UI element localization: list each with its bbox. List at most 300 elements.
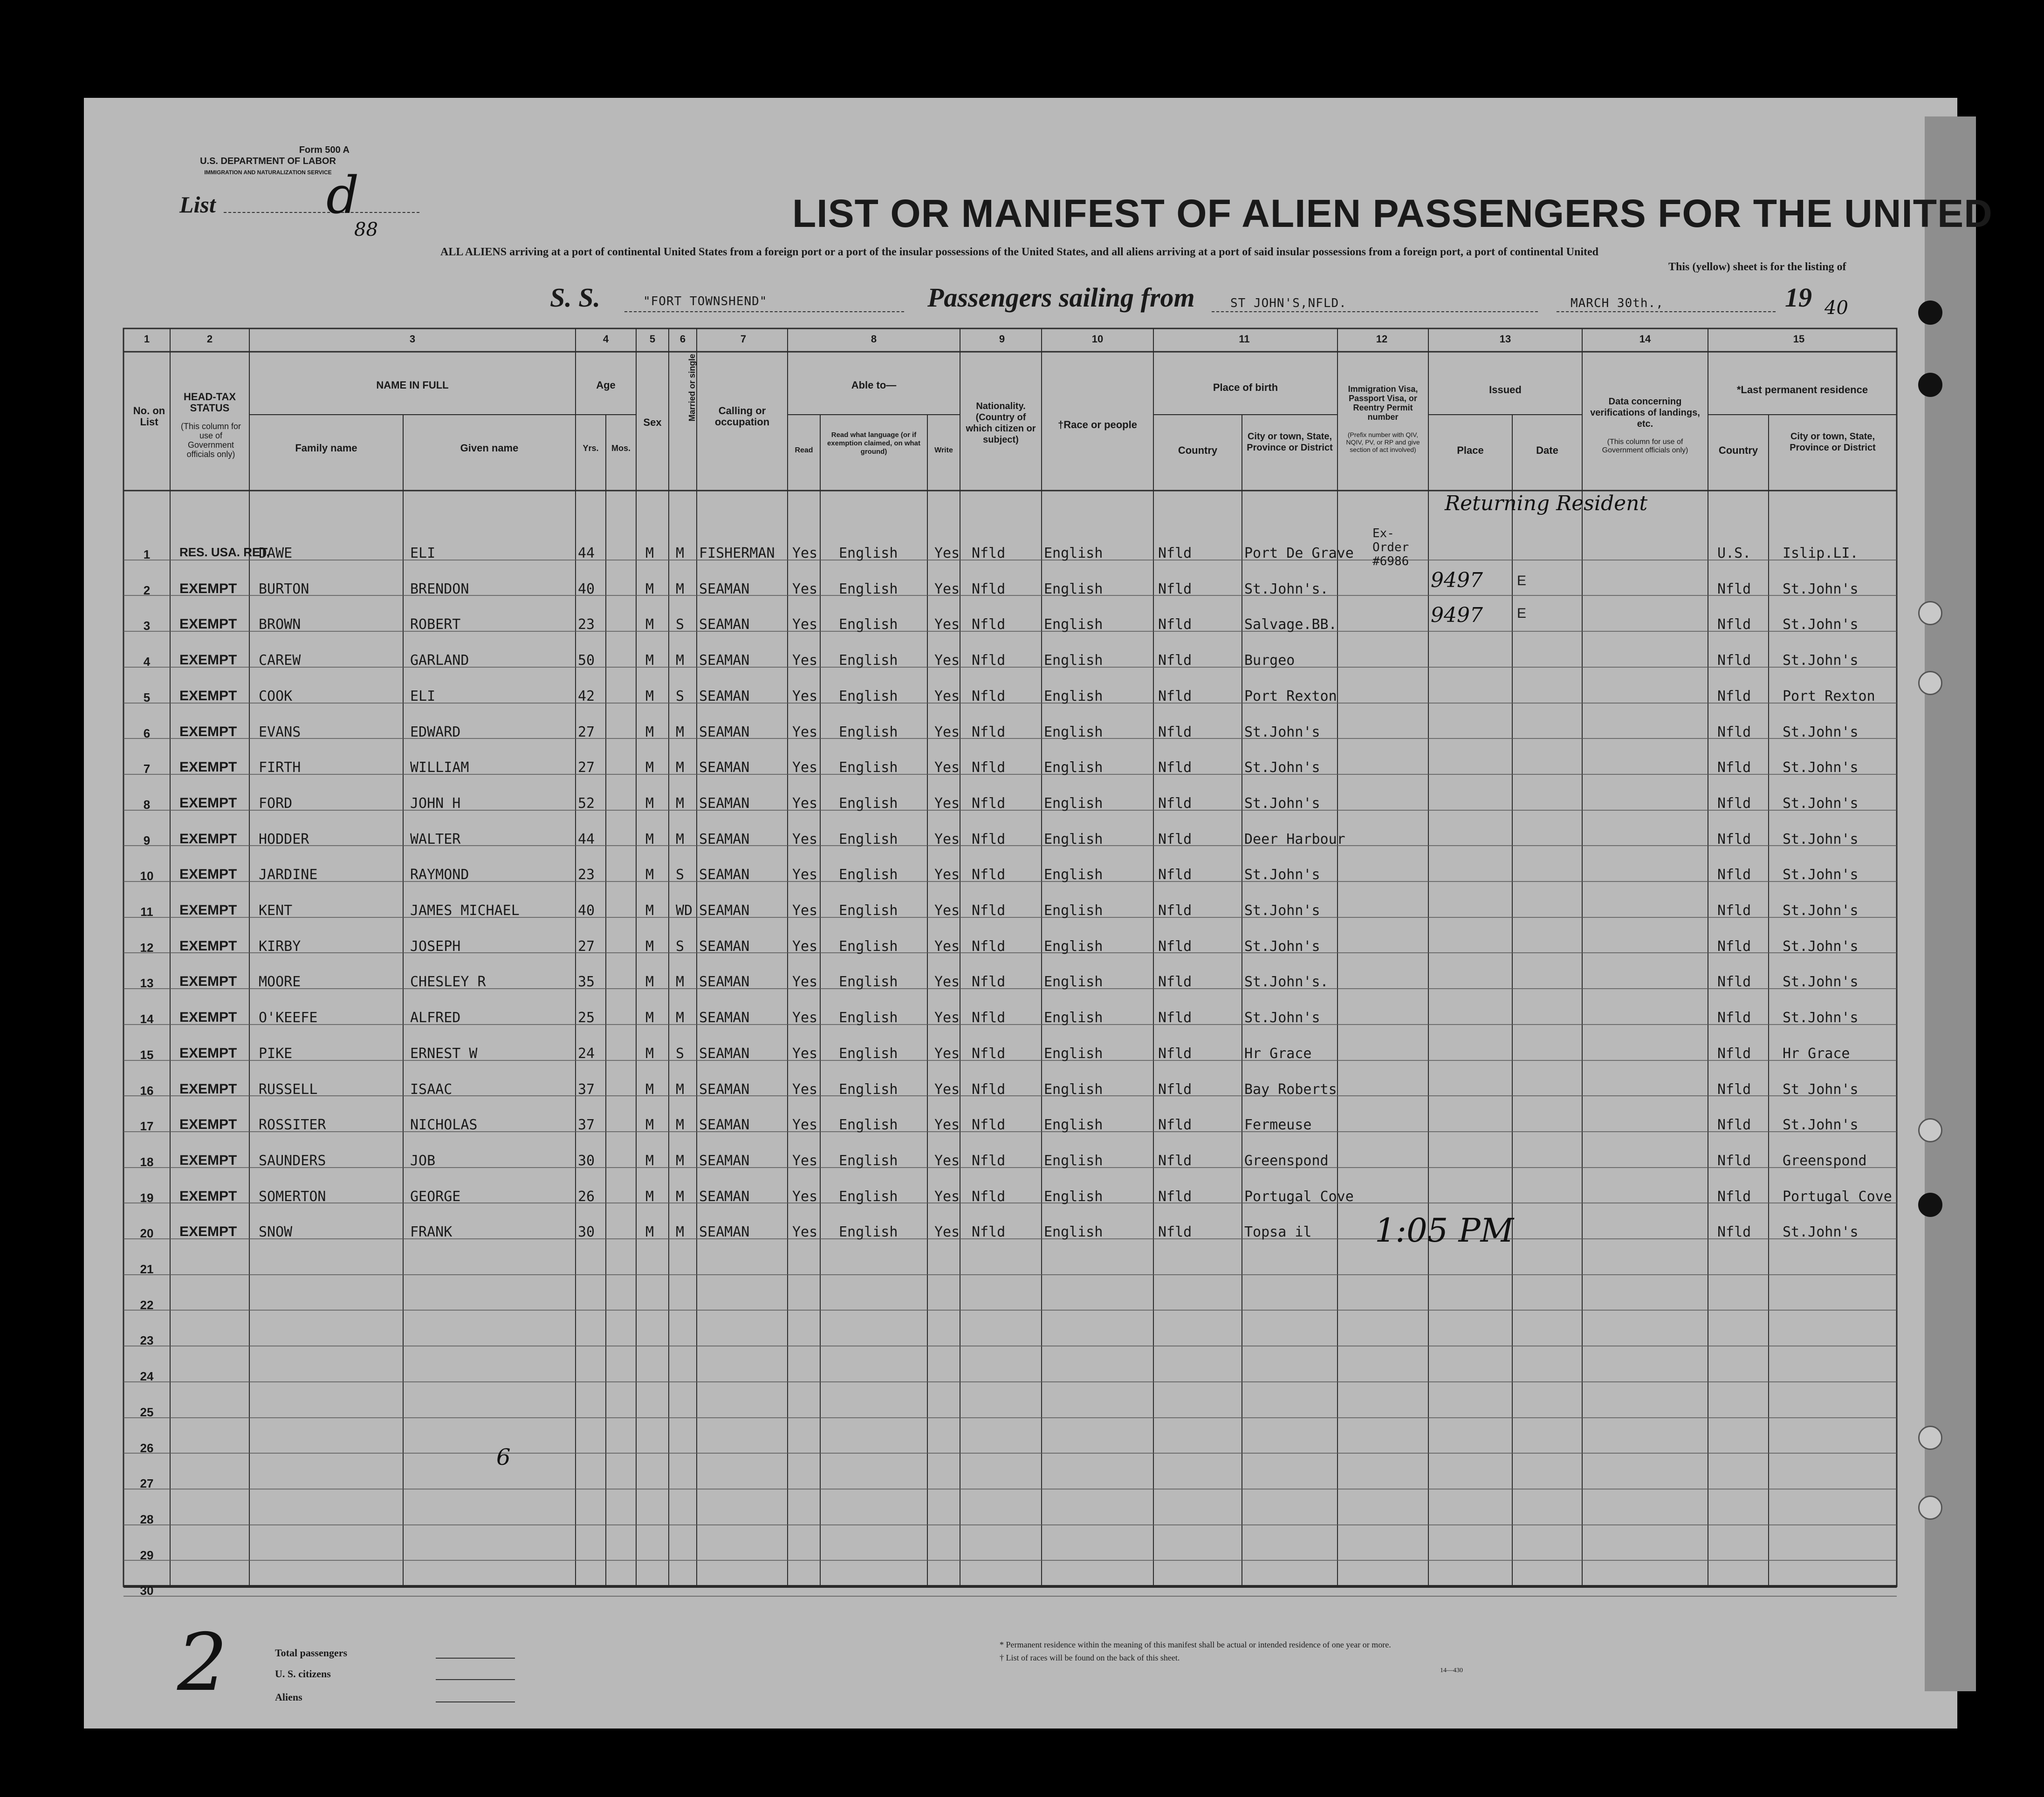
header-given-name: Given name: [460, 442, 519, 454]
head-tax-status: EXEMPT: [179, 1153, 237, 1168]
head-tax-status: EXEMPT: [179, 1189, 237, 1204]
marital-status: M: [676, 974, 685, 990]
row-number: 8: [143, 798, 151, 812]
head-tax-status: EXEMPT: [179, 902, 237, 918]
marital-status: M: [676, 1010, 685, 1026]
birth-city: Burgeo: [1244, 652, 1295, 669]
residence-country: Nfld: [1717, 1010, 1751, 1026]
can-read: Yes: [792, 1010, 818, 1026]
can-write: Yes: [934, 1224, 960, 1240]
visa-number-handwritten: 9497: [1431, 568, 1483, 592]
can-read: Yes: [792, 938, 818, 955]
birth-country: Nfld: [1158, 1224, 1192, 1240]
family-name: SAUNDERS: [259, 1153, 326, 1169]
occupation: SEAMAN: [699, 759, 750, 776]
can-read: Yes: [792, 1224, 818, 1240]
birth-country: Nfld: [1158, 867, 1192, 883]
ss-label: S. S.: [550, 282, 601, 313]
given-name: GEORGE: [410, 1189, 461, 1205]
form-number: Form 500 A: [299, 145, 350, 155]
list-label: List: [179, 191, 216, 218]
can-write: Yes: [934, 724, 960, 740]
footer-line: [436, 1679, 515, 1680]
can-read: Yes: [792, 652, 818, 669]
nationality: Nfld: [972, 1081, 1006, 1098]
marital-status: M: [676, 1081, 685, 1098]
visa-number-handwritten: 9497: [1431, 603, 1483, 627]
birth-city: Salvage.BB.: [1244, 616, 1337, 633]
residence-country: Nfld: [1717, 902, 1751, 919]
read-language: English: [839, 974, 898, 990]
age-years: 25: [578, 1010, 595, 1026]
birth-city: St.John's: [1244, 867, 1320, 883]
can-write: Yes: [934, 1045, 960, 1062]
header-issued-place: Place: [1457, 444, 1484, 456]
residence-city: St John's: [1783, 1081, 1859, 1098]
visa-number: Ex-Order #6986: [1372, 526, 1409, 568]
occupation: SEAMAN: [699, 1153, 750, 1169]
header-landings-note: (This column for use of Government officials only): [1602, 438, 1688, 454]
sex: M: [645, 1081, 654, 1098]
nationality: Nfld: [972, 938, 1006, 955]
row-number: 29: [140, 1548, 154, 1562]
family-name: FORD: [259, 795, 293, 812]
header-issued-date: Date: [1536, 444, 1558, 456]
header-last-residence: *Last permanent residence: [1736, 384, 1868, 396]
sex: M: [645, 759, 654, 776]
sex: M: [645, 867, 654, 883]
family-name: COOK: [259, 688, 293, 704]
read-language: English: [839, 1224, 898, 1240]
age-years: 26: [578, 1189, 595, 1205]
col-number-13: 13: [1499, 333, 1511, 345]
residence-city: St.John's: [1783, 724, 1859, 740]
birth-country: Nfld: [1158, 1010, 1192, 1026]
residence-city: St.John's: [1783, 795, 1859, 812]
head-tax-status: EXEMPT: [179, 1045, 237, 1061]
col-number-12: 12: [1376, 333, 1388, 345]
given-name: ISAAC: [410, 1081, 453, 1098]
residence-city: St.John's: [1783, 1010, 1859, 1026]
birth-country: Nfld: [1158, 581, 1192, 597]
row-number: 25: [140, 1405, 154, 1419]
header-able-to: Able to—: [851, 379, 897, 391]
age-years: 42: [578, 688, 595, 704]
residence-country: Nfld: [1717, 1224, 1751, 1240]
family-name: ROSSITER: [259, 1117, 326, 1133]
list-number: d: [326, 165, 359, 225]
read-language: English: [839, 724, 898, 740]
row-number: 21: [140, 1262, 154, 1276]
header-calling: Calling or occupation: [714, 405, 770, 428]
given-name: FRANK: [410, 1224, 453, 1240]
occupation: SEAMAN: [699, 616, 750, 633]
header-age: Age: [596, 379, 616, 391]
footer-line: [436, 1658, 515, 1659]
nationality: Nfld: [972, 1045, 1006, 1062]
residence-country: Nfld: [1717, 974, 1751, 990]
occupation: SEAMAN: [699, 831, 750, 847]
marital-status: M: [676, 1117, 685, 1133]
nationality: Nfld: [972, 795, 1006, 812]
birth-country: Nfld: [1158, 1189, 1192, 1205]
row-number: 16: [140, 1084, 154, 1098]
marital-status: M: [676, 759, 685, 776]
can-read: Yes: [792, 974, 818, 990]
birth-country: Nfld: [1158, 1153, 1192, 1169]
residence-city: Islip.LI.: [1783, 545, 1859, 561]
given-name: CHESLEY R: [410, 974, 486, 990]
age-years: 23: [578, 867, 595, 883]
marital-status: WD: [676, 902, 693, 919]
sex: M: [645, 795, 654, 812]
header-sex: Sex: [643, 417, 662, 428]
can-write: Yes: [934, 938, 960, 955]
can-read: Yes: [792, 1153, 818, 1169]
header-no-on-list: No. on List: [133, 405, 165, 428]
can-write: Yes: [934, 545, 960, 561]
header-landings: Data concerning verifications of landings, etc.: [1590, 396, 1700, 429]
race: English: [1044, 616, 1103, 633]
age-years: 40: [578, 902, 595, 919]
nationality: Nfld: [972, 831, 1006, 847]
header-res-country: Country: [1718, 444, 1758, 456]
can-write: Yes: [934, 902, 960, 919]
residence-country: U.S.: [1717, 545, 1751, 561]
head-tax-status: EXEMPT: [179, 867, 237, 882]
col-number-11: 11: [1239, 333, 1250, 345]
age-years: 52: [578, 795, 595, 812]
read-language: English: [839, 688, 898, 704]
race: English: [1044, 724, 1103, 740]
occupation: SEAMAN: [699, 581, 750, 597]
family-name: BROWN: [259, 616, 301, 633]
residence-country: Nfld: [1717, 1189, 1751, 1205]
header-race: †Race or people: [1058, 419, 1137, 430]
can-write: Yes: [934, 1081, 960, 1098]
head-tax-status: EXEMPT: [179, 652, 237, 668]
occupation: SEAMAN: [699, 1010, 750, 1026]
can-write: Yes: [934, 974, 960, 990]
read-language: English: [839, 1153, 898, 1169]
row-number: 20: [140, 1226, 154, 1240]
family-name: SOMERTON: [259, 1189, 326, 1205]
residence-city: Port Rexton: [1783, 688, 1875, 704]
residence-city: St.John's: [1783, 616, 1859, 633]
row-number: 11: [140, 905, 153, 919]
footer-line: [436, 1701, 515, 1702]
given-name: ELI: [410, 688, 436, 704]
row-number: 1: [143, 547, 151, 561]
header-visa-note: (Prefix number with QIV, NQIV, PV, or RP and give section of act involved): [1346, 431, 1420, 453]
col-number-14: 14: [1639, 333, 1651, 345]
residence-city: St.John's: [1783, 831, 1859, 847]
can-read: Yes: [792, 902, 818, 919]
header-head-tax: HEAD-TAX STATUS: [183, 391, 236, 414]
given-name: BRENDON: [410, 581, 469, 597]
given-name: ELI: [410, 545, 436, 561]
header-read: Read: [795, 446, 813, 454]
given-name: WILLIAM: [410, 759, 469, 776]
page-mark: 2: [177, 1617, 228, 1709]
row-number: 27: [140, 1476, 154, 1490]
residence-city: St.John's: [1783, 902, 1859, 919]
birth-country: Nfld: [1158, 938, 1192, 955]
nationality: Nfld: [972, 759, 1006, 776]
header-married: Married or single: [687, 354, 697, 422]
marital-status: M: [676, 545, 685, 561]
birth-country: Nfld: [1158, 902, 1192, 919]
given-name: JOSEPH: [410, 938, 461, 955]
nationality: Nfld: [972, 1224, 1006, 1240]
residence-country: Nfld: [1717, 616, 1751, 633]
birth-country: Nfld: [1158, 831, 1192, 847]
race: English: [1044, 581, 1103, 597]
sex: M: [645, 831, 654, 847]
can-read: Yes: [792, 759, 818, 776]
given-name: ERNEST W: [410, 1045, 478, 1062]
race: English: [1044, 652, 1103, 669]
sex: M: [645, 1117, 654, 1133]
nationality: Nfld: [972, 616, 1006, 633]
list-sub-number: 88: [354, 219, 378, 240]
sex: M: [645, 1189, 654, 1205]
birth-country: Nfld: [1158, 652, 1192, 669]
marital-status: M: [676, 581, 685, 597]
birth-city: Greenspond: [1244, 1153, 1329, 1169]
issued-date-mark: E: [1517, 573, 1527, 588]
can-write: Yes: [934, 831, 960, 847]
head-tax-status: RES. USA. RET.: [179, 545, 270, 559]
header-visa: Immigration Visa, Passport Visa, or Reentry Permit number: [1348, 384, 1418, 422]
read-language: English: [839, 1010, 898, 1026]
family-name: DAWE: [259, 545, 293, 561]
occupation: SEAMAN: [699, 938, 750, 955]
header-write: Write: [934, 446, 953, 454]
race: English: [1044, 1117, 1103, 1133]
row-number: 4: [143, 655, 151, 669]
family-name: EVANS: [259, 724, 301, 740]
can-read: Yes: [792, 795, 818, 812]
given-name: ROBERT: [410, 616, 461, 633]
birth-city: Hr Grace: [1244, 1045, 1312, 1062]
can-write: Yes: [934, 688, 960, 704]
occupation: SEAMAN: [699, 688, 750, 704]
sex: M: [645, 652, 654, 669]
sex: M: [645, 1224, 654, 1240]
residence-country: Nfld: [1717, 831, 1751, 847]
header-nationality: Nationality. (Country of which citizen or subject): [966, 401, 1036, 445]
row-number: 15: [140, 1048, 154, 1062]
can-read: Yes: [792, 1189, 818, 1205]
row-number: 7: [143, 762, 151, 776]
footer-note-races: † List of races will be found on the back of this sheet.: [1000, 1653, 1180, 1662]
race: English: [1044, 1010, 1103, 1026]
header-age-mos: Mos.: [611, 444, 631, 453]
marital-status: S: [676, 867, 685, 883]
occupation: SEAMAN: [699, 652, 750, 669]
sex: M: [645, 902, 654, 919]
row-number: 18: [140, 1155, 154, 1169]
can-read: Yes: [792, 616, 818, 633]
nationality: Nfld: [972, 1010, 1006, 1026]
col-number-7: 7: [740, 333, 747, 345]
read-language: English: [839, 867, 898, 883]
departure-date: MARCH 30th.,: [1571, 296, 1664, 310]
residence-country: Nfld: [1717, 652, 1751, 669]
can-read: Yes: [792, 1117, 818, 1133]
family-name: SNOW: [259, 1224, 293, 1240]
can-read: Yes: [792, 581, 818, 597]
residence-country: Nfld: [1717, 867, 1751, 883]
sex: M: [645, 938, 654, 955]
can-write: Yes: [934, 1117, 960, 1133]
age-years: 27: [578, 759, 595, 776]
race: English: [1044, 902, 1103, 919]
can-write: Yes: [934, 759, 960, 776]
birth-city: St.John's.: [1244, 974, 1329, 990]
can-write: Yes: [934, 616, 960, 633]
birth-country: Nfld: [1158, 759, 1192, 776]
race: English: [1044, 795, 1103, 812]
nationality: Nfld: [972, 724, 1006, 740]
given-name: JOHN H: [410, 795, 461, 812]
row-number: 17: [140, 1119, 154, 1133]
col-number-6: 6: [679, 333, 686, 345]
col-number-5: 5: [649, 333, 656, 345]
footer-us-citizens: U. S. citizens: [275, 1668, 331, 1680]
nationality: Nfld: [972, 902, 1006, 919]
birth-city: St.John's: [1244, 724, 1320, 740]
footer-form-code: 14—430: [1440, 1667, 1463, 1674]
header-age-yrs: Yrs.: [583, 444, 599, 453]
can-write: Yes: [934, 652, 960, 669]
occupation: SEAMAN: [699, 1189, 750, 1205]
given-name: JAMES MICHAEL: [410, 902, 520, 919]
age-years: 44: [578, 831, 595, 847]
race: English: [1044, 759, 1103, 776]
occupation: FISHERMAN: [699, 545, 775, 561]
occupation: SEAMAN: [699, 1081, 750, 1098]
footer-note-residence: * Permanent residence within the meaning of this manifest shall be actual or intended residence of one year or more.: [1000, 1640, 1391, 1649]
family-name: CAREW: [259, 652, 301, 669]
age-years: 30: [578, 1153, 595, 1169]
age-years: 24: [578, 1045, 595, 1062]
sex: M: [645, 724, 654, 740]
head-tax-status: EXEMPT: [179, 1117, 237, 1132]
residence-city: St.John's: [1783, 974, 1859, 990]
family-name: BURTON: [259, 581, 309, 597]
row-number: 19: [140, 1191, 154, 1205]
nationality: Nfld: [972, 581, 1006, 597]
header-name-in-full: NAME IN FULL: [376, 379, 449, 391]
can-write: Yes: [934, 1010, 960, 1026]
col-number-9: 9: [999, 333, 1005, 345]
residence-city: St.John's: [1783, 1224, 1859, 1240]
col-number-4: 4: [603, 333, 609, 345]
head-tax-status: EXEMPT: [179, 1081, 237, 1097]
residence-city: Hr Grace: [1783, 1045, 1850, 1062]
race: English: [1044, 688, 1103, 704]
row-number: 23: [140, 1333, 154, 1347]
occupation: SEAMAN: [699, 974, 750, 990]
sex: M: [645, 688, 654, 704]
read-language: English: [839, 902, 898, 919]
family-name: FIRTH: [259, 759, 301, 776]
row-number: 5: [143, 690, 151, 704]
residence-city: St.John's: [1783, 652, 1859, 669]
given-name: EDWARD: [410, 724, 461, 740]
age-years: 37: [578, 1117, 595, 1133]
occupation: SEAMAN: [699, 1224, 750, 1240]
head-tax-status: EXEMPT: [179, 616, 237, 632]
head-tax-status: EXEMPT: [179, 688, 237, 704]
department-name: U.S. DEPARTMENT OF LABOR: [200, 156, 336, 166]
row-number: 9: [143, 834, 151, 847]
family-name: KIRBY: [259, 938, 301, 955]
race: English: [1044, 938, 1103, 955]
read-language: English: [839, 545, 898, 561]
read-language: English: [839, 759, 898, 776]
returning-resident-note: Returning Resident: [1445, 492, 1648, 515]
residence-country: Nfld: [1717, 759, 1751, 776]
marital-status: S: [676, 616, 685, 633]
read-language: English: [839, 1045, 898, 1062]
marital-status: M: [676, 652, 685, 669]
read-language: English: [839, 581, 898, 597]
can-write: Yes: [934, 795, 960, 812]
residence-city: St.John's: [1783, 938, 1859, 955]
year-prefix: 19: [1785, 282, 1812, 313]
residence-country: Nfld: [1717, 1153, 1751, 1169]
marital-status: S: [676, 938, 685, 955]
birth-city: Bay Roberts: [1244, 1081, 1337, 1098]
age-years: 50: [578, 652, 595, 669]
age-years: 27: [578, 938, 595, 955]
race: English: [1044, 1081, 1103, 1098]
can-read: Yes: [792, 724, 818, 740]
sex: M: [645, 581, 654, 597]
sex: M: [645, 545, 654, 561]
given-name: WALTER: [410, 831, 461, 847]
birth-city: Topsa il: [1244, 1224, 1312, 1240]
birth-city: St.John's: [1244, 795, 1320, 812]
time-note: 1:05 PM: [1375, 1211, 1514, 1250]
head-tax-status: EXEMPT: [179, 795, 237, 811]
can-read: Yes: [792, 1081, 818, 1098]
issued-date-mark: E: [1517, 606, 1527, 621]
read-language: English: [839, 652, 898, 669]
race: English: [1044, 1153, 1103, 1169]
row-number: 30: [140, 1584, 154, 1598]
sex: M: [645, 974, 654, 990]
birth-country: Nfld: [1158, 545, 1192, 561]
birth-city: Port De Grave: [1244, 545, 1354, 561]
read-language: English: [839, 616, 898, 633]
row-number: 26: [140, 1441, 154, 1455]
occupation: SEAMAN: [699, 1117, 750, 1133]
residence-country: Nfld: [1717, 1081, 1751, 1098]
nationality: Nfld: [972, 1189, 1006, 1205]
can-read: Yes: [792, 1045, 818, 1062]
page-title: LIST OR MANIFEST OF ALIEN PASSENGERS FOR THE UNITED: [792, 191, 1993, 235]
subtitle-line-2: This (yellow) sheet is for the listing of: [1668, 261, 1846, 273]
race: English: [1044, 831, 1103, 847]
row-number: 3: [143, 619, 151, 633]
residence-city: St.John's: [1783, 581, 1859, 597]
row-number: 12: [140, 941, 154, 955]
head-tax-status: EXEMPT: [179, 581, 237, 596]
